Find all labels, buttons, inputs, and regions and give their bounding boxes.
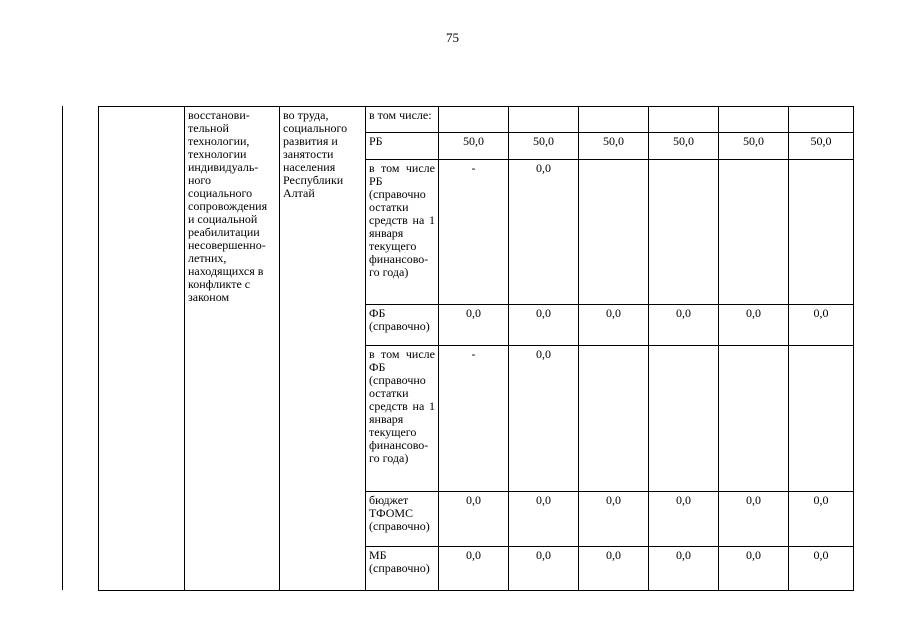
value-cell: 0,0	[789, 305, 854, 346]
value-cell: 0,0	[789, 492, 854, 547]
value-cell: 0,0	[719, 492, 789, 547]
value-cell: 0,0	[509, 305, 579, 346]
value-cell	[789, 346, 854, 492]
value-cell: 0,0	[509, 346, 579, 492]
value-cell: 0,0	[579, 492, 649, 547]
value-cell: 0,0	[649, 492, 719, 547]
source-label-cell: бюджет ТФОМС (справочно)	[366, 492, 439, 547]
value-cell	[439, 107, 509, 133]
value-cell	[719, 107, 789, 133]
table-row	[99, 107, 854, 133]
value-cell: 0,0	[439, 305, 509, 346]
value-cell: 50,0	[509, 133, 579, 160]
value-cell	[579, 346, 649, 492]
left-margin-rule	[62, 106, 63, 590]
value-cell: 0,0	[579, 305, 649, 346]
value-cell	[719, 160, 789, 305]
source-label-cell: в том числе:	[366, 107, 439, 133]
number-cell	[99, 107, 185, 591]
value-cell: 0,0	[579, 547, 649, 591]
source-label-cell: в том числе РБ (справочно остатки средств на 1 января текущего финансово-го года)	[366, 160, 439, 305]
value-cell: -	[439, 160, 509, 305]
value-cell	[649, 346, 719, 492]
value-cell: 0,0	[439, 492, 509, 547]
source-label-cell: РБ	[366, 133, 439, 160]
value-cell: 0,0	[789, 547, 854, 591]
value-cell	[649, 160, 719, 305]
value-cell: 50,0	[789, 133, 854, 160]
value-cell	[789, 107, 854, 133]
value-cell: 50,0	[719, 133, 789, 160]
budget-table	[98, 106, 854, 591]
value-cell: 0,0	[509, 160, 579, 305]
value-cell	[719, 346, 789, 492]
value-cell: 50,0	[579, 133, 649, 160]
value-cell	[579, 160, 649, 305]
executor-cell: во труда, социального развития и занятости населения Республики Алтай	[280, 107, 366, 591]
value-cell	[579, 107, 649, 133]
value-cell	[789, 160, 854, 305]
value-cell: 0,0	[719, 305, 789, 346]
value-cell	[509, 107, 579, 133]
value-cell: 0,0	[719, 547, 789, 591]
value-cell: 50,0	[649, 133, 719, 160]
value-cell: 50,0	[439, 133, 509, 160]
value-cell: 0,0	[509, 547, 579, 591]
value-cell: 0,0	[509, 492, 579, 547]
value-cell: 0,0	[439, 547, 509, 591]
source-label-cell: МБ (справочно)	[366, 547, 439, 591]
source-label-cell: в том числе ФБ (справочно остатки средств на 1 января текущего финансово-го года)	[366, 346, 439, 492]
event-name-cell: восстанови- тельной технологии, технологии индивидуаль- ного социального сопровождения и социальной реабилитации несовершенно- летних, находящихся в конфликте с законом	[185, 107, 280, 591]
value-cell: 0,0	[649, 547, 719, 591]
value-cell: 0,0	[649, 305, 719, 346]
source-label-cell: ФБ (справочно)	[366, 305, 439, 346]
value-cell	[649, 107, 719, 133]
value-cell: -	[439, 346, 509, 492]
page-number: 75	[446, 30, 459, 45]
